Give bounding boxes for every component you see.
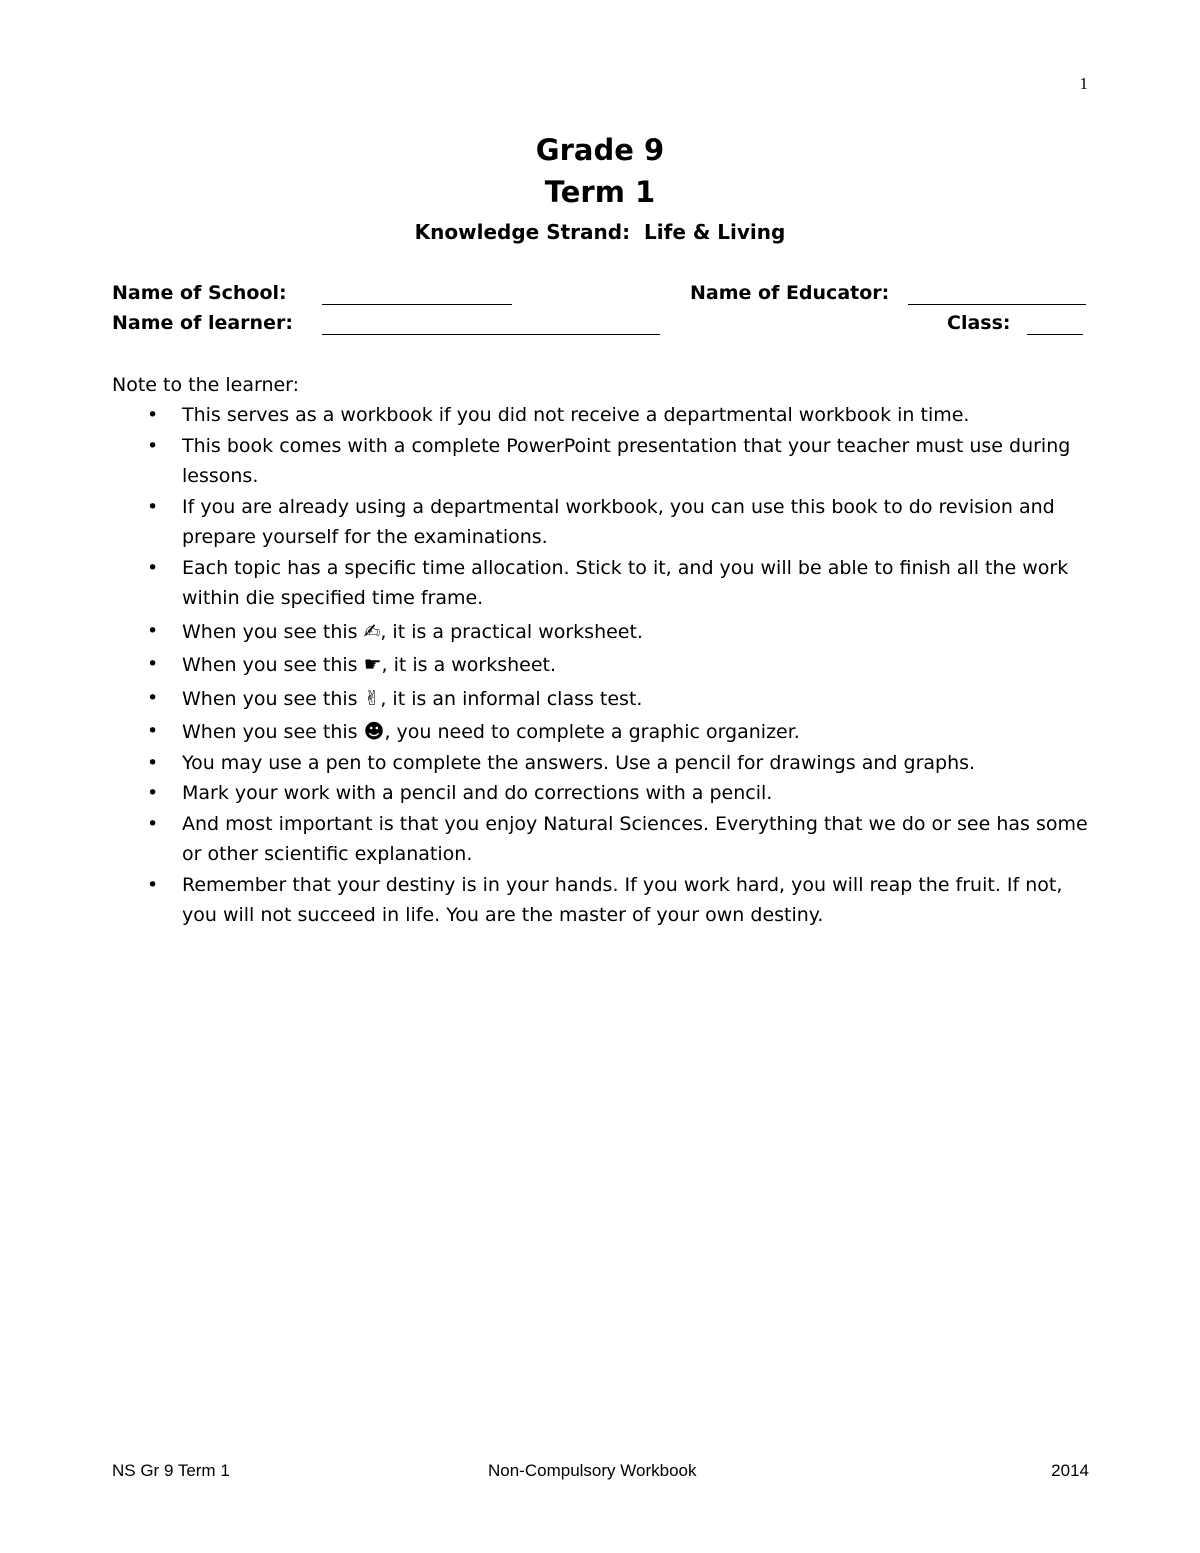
strand-value: Life & Living bbox=[644, 220, 786, 244]
list-item bbox=[112, 400, 1092, 431]
page-title: Grade 9 bbox=[535, 133, 665, 167]
list-item bbox=[112, 778, 1092, 809]
victory-hand-icon: ✌ bbox=[363, 685, 381, 710]
list-item bbox=[112, 870, 1092, 931]
note-text: When you see this bbox=[182, 721, 364, 743]
strand-label: Knowledge Strand: bbox=[414, 220, 631, 244]
school-label: Name of School: bbox=[112, 282, 287, 304]
list-item bbox=[112, 431, 1092, 492]
footer-left: NS Gr 9 Term 1 bbox=[112, 1461, 230, 1480]
note-text: , you need to complete a graphic organizer. bbox=[384, 721, 800, 743]
page-number: 1 bbox=[1079, 74, 1088, 93]
bullet-icon: • bbox=[147, 873, 159, 896]
note-text: , it is an informal class test. bbox=[380, 687, 643, 710]
school-field[interactable] bbox=[322, 282, 512, 305]
writing-hand-icon: ✍ bbox=[363, 618, 381, 643]
class-label: Class: bbox=[947, 312, 1011, 334]
smiley-icon: ☻ bbox=[363, 719, 385, 743]
form-row-learner bbox=[112, 312, 1088, 342]
note-text: And most important is that you enjoy Natural Sciences. Everything that we do or see has some or other scientific explanation. bbox=[182, 812, 1088, 865]
bullet-icon: • bbox=[147, 495, 159, 518]
term-title: Term 1 bbox=[544, 175, 656, 209]
bullet-icon: • bbox=[147, 751, 159, 774]
list-item bbox=[112, 716, 1092, 748]
note-text: When you see this bbox=[182, 620, 364, 643]
note-text: When you see this bbox=[182, 687, 364, 710]
list-item bbox=[112, 683, 1092, 715]
note-text: Each topic has a specific time allocation. Stick to it, and you will be able to finish all the work within die specified time frame. bbox=[182, 556, 1069, 609]
note-title: Note to the learner: bbox=[112, 374, 300, 396]
list-item bbox=[112, 809, 1092, 870]
list-item bbox=[112, 616, 1092, 648]
list-item bbox=[112, 553, 1092, 614]
note-text: When you see this bbox=[182, 654, 364, 676]
learner-label: Name of learner: bbox=[112, 312, 293, 334]
list-item bbox=[112, 649, 1092, 681]
note-text: , it is a practical worksheet. bbox=[380, 620, 643, 643]
knowledge-strand bbox=[0, 214, 1200, 250]
note-text: Mark your work with a pencil and do corrections with a pencil. bbox=[182, 782, 773, 804]
note-text: This serves as a workbook if you did not receive a departmental workbook in time. bbox=[182, 404, 970, 426]
bullet-icon: • bbox=[147, 434, 159, 457]
bullet-icon: • bbox=[147, 619, 159, 642]
bullet-icon: • bbox=[147, 404, 159, 426]
bullet-icon: • bbox=[147, 782, 159, 804]
note-list bbox=[112, 400, 1092, 931]
note-to-learner bbox=[112, 370, 1092, 931]
class-field[interactable] bbox=[1027, 312, 1083, 335]
footer-center: Non-Compulsory Workbook bbox=[488, 1461, 697, 1480]
note-text: Remember that your destiny is in your hands. If you work hard, you will reap the fruit. If not, you will not succeed in life. You are the master of your own destiny. bbox=[182, 873, 1063, 926]
educator-label: Name of Educator: bbox=[690, 282, 890, 304]
form-row-school bbox=[112, 282, 1088, 312]
note-text: If you are already using a departmental workbook, you can use this book to do revision and prepare yourself for the examinations. bbox=[182, 495, 1055, 548]
pointing-hand-icon: ☛ bbox=[363, 652, 382, 676]
bullet-icon: • bbox=[147, 653, 159, 675]
title-block bbox=[0, 130, 1200, 250]
list-item bbox=[112, 492, 1092, 553]
note-text: , it is a worksheet. bbox=[381, 654, 557, 676]
bullet-icon: • bbox=[147, 686, 159, 709]
bullet-icon: • bbox=[147, 720, 159, 742]
note-text: You may use a pen to complete the answers. Use a pencil for drawings and graphs. bbox=[182, 751, 976, 774]
bullet-icon: • bbox=[147, 556, 159, 579]
bullet-icon: • bbox=[147, 812, 159, 835]
learner-field[interactable] bbox=[322, 312, 660, 335]
note-text: This book comes with a complete PowerPoint presentation that your teacher must use during lessons. bbox=[182, 434, 1071, 487]
educator-field[interactable] bbox=[908, 282, 1086, 305]
footer-right: 2014 bbox=[1051, 1461, 1089, 1480]
list-item bbox=[112, 748, 1092, 779]
